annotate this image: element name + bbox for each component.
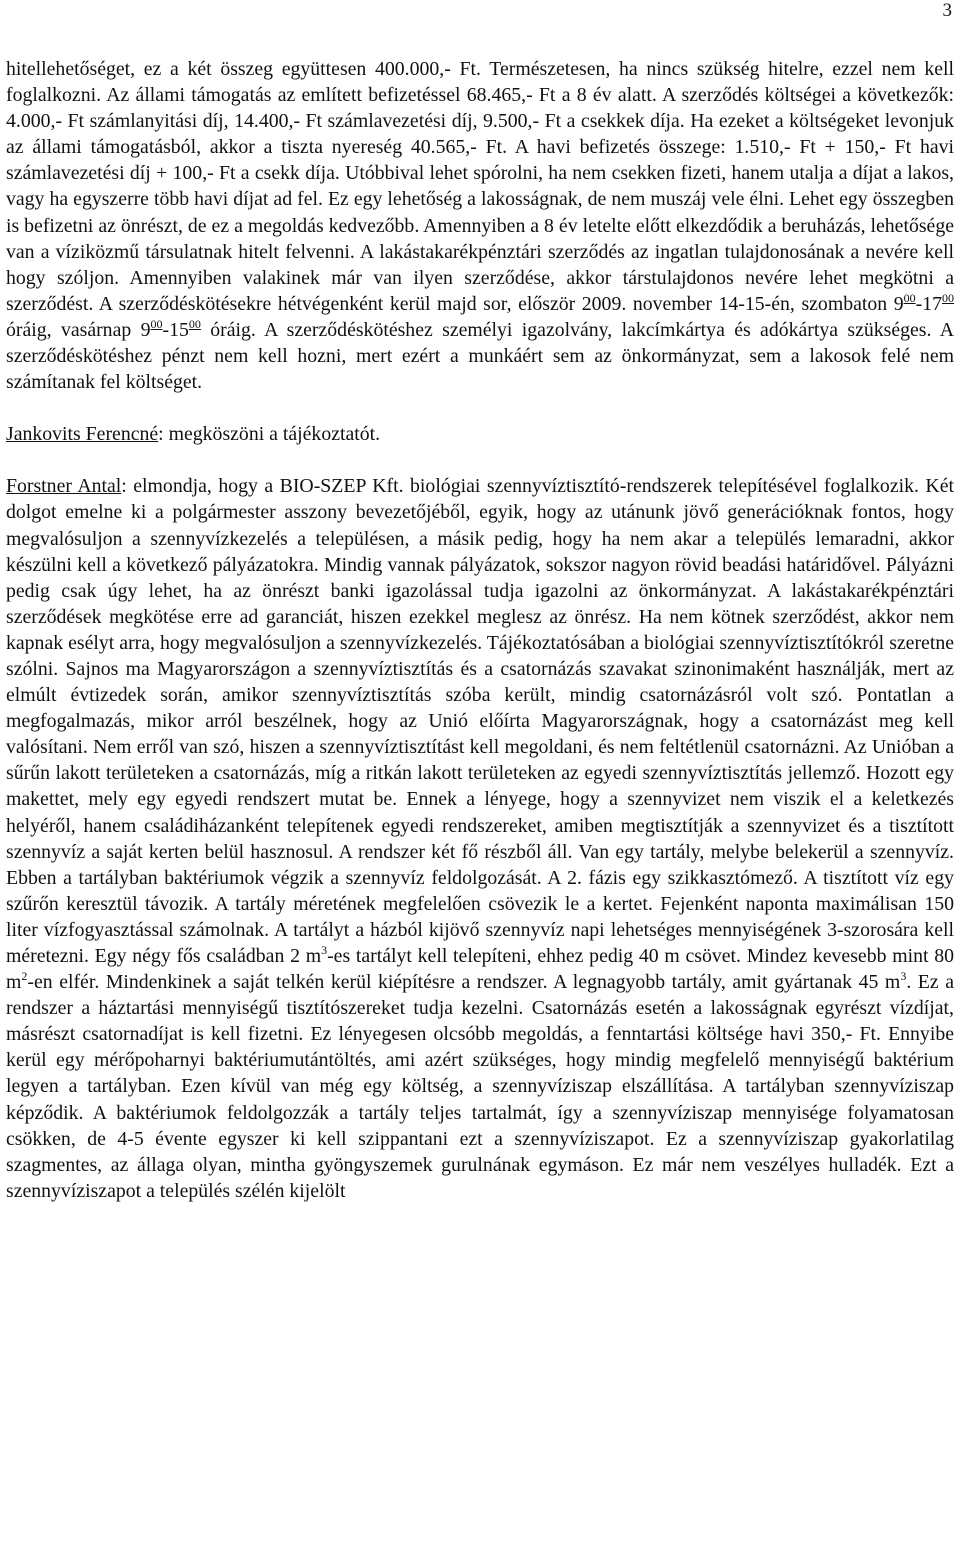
superscript-minutes: 00 xyxy=(903,290,916,305)
paragraph-text: -15 xyxy=(162,318,189,341)
superscript-unit: 3 xyxy=(321,943,328,957)
paragraph-text: óráig. A szerződéskötéshez személyi igazolvány, lakcímkártya és adókártya szükséges. A szerződéskötéshez pénzt nem kell hozni, mert ezért a munkáért sem az önkormányzat, sem a lakosok felé nem számítanak fel költséget. xyxy=(6,318,955,394)
superscript-minutes: 00 xyxy=(150,316,163,331)
superscript-unit: 2 xyxy=(21,969,28,984)
superscript-minutes: 00 xyxy=(942,290,954,305)
paragraph-text: hitellehetőséget, ez a két összeg együttesen 400.000,- Ft. Természetesen, ha nincs szükség hitelre, ezzel nem kell foglalkozni. Az állami támogatás az említett befizetéssel 68.465,- Ft a 8 év alatt. A szerződés költségei a következők: 4.000,- Ft számlanyitási díj, 14.400,- Ft számlavezetési díj, 9.500,- Ft a csekkek díja. Ha ezeket a költségeket levonjuk az állami támogatásból, akkor a tiszta nyereség 40.565,- Ft. A havi befizetés összege: 1.510,- Ft + 150,- Ft havi számlavezetési díj + 100,- Ft a csekk díja. Utóbbival lehet spórolni, ha nem csekken fizeti, hanem utalja a díjat a lakos, vagy ha egyszerre több havi díjat ad fel. Ez egy lehetőség a lakosságnak, de nem muszáj vele élni. Lehet egy összegben is befizetni az önrészt, de ez a megoldás kedvezőbb. Amennyiben a 8 év letelte előtt elkezdődik a beruházás, lehetősége van a víziközmű társulatnak hitelt felvenni. A lakástakarékpénztári szerződés az ingatlan tulajdonosának a nevére kell hogy szóljon. Amennyiben valakinek már van ilyen szerződése, akkor társtulajdonos nevére lehet megkötni a szerződést. A szerződéskötésekre hétvégenként kerül majd sor, először 2009. november 14-15-én, szombaton 9 xyxy=(6,58,954,315)
page-number: 3 xyxy=(942,0,952,21)
paragraph-text: : elmondja, hogy a BIO-SZEP Kft. biológiai szennyvíztisztító-rendszerek telepítésével foglalkozik. Két dolgot emelne ki a polgármester asszony bevezetőjéből, egyik, hogy az utánunk jövő generációknak fontos, hogy megvalósuljon a szennyvízkezelés a településen, a másik pedig, hogy ha nem akar a település lemaradni, akkor készülni kell a következő pályázatokra. Mindig vannak pályázatok, sokszor nagyon rövid beadási határidővel. Pályázni pedig csak úgy lehet, ha az önrészt banki igazolással tudja igazolni az önkormányzat. A lakástakarékpénztári szerződések megkötése erre ad garanciát, hiszen ezekkel meglesz az önrész. Ha nem kötnek szerződést, akkor nem kapnak esélyt arra, hogy megvalósuljon a szennyvízkezelés. Tájékoztatósában a biológiai szennyvíztisztítókról szeretne szólni. Sajnos ma Magyarországon a szennyvíztisztítás és a csatornázás szavakat szinonimaként használják, mert az elmúlt évtizedek során, amikor szennyvíztisztítás szóba került, mindig csatornázásról volt szó. Pontatlan a megfogalmazás, mikor arról beszélnek, hogy az Unió előírta Magyarországnak, hogy a csatornázást meg kell valósítani. Nem erről van szó, hiszen a szennyvíztisztítást kell megoldani, és nem feltétlenül csatornázni. Az Unióban a sűrűn lakott területeken a csatornázás, míg a ritkán lakott területeken az egyedi szennyvíztisztítás jellemző. Hozott egy makettet, mely egy egyedi rendszert mutat be. Ennek a lényege, hogy a szennyvizet nem viszik el a keletkezés helyéről, hanem családiházanként telepítenek egyedi rendszereket, amiben megtisztítják a szennyvizet és a tisztított szennyvíz a saját kerten belül hasznosul. A rendszer két fő részből áll. Van egy tartály, melybe belekerül a szennyvíz. Ebben a tartályban baktériumok végzik a szennyvíz feldolgozását. A 2. fázis egy szikkasztómező. A tisztított víz egy szűrőn keresztül távozik. A tartály méretének megfelelően csövezik le a kertet. Fejenként naponta maximálisan 150 liter vízfogyasztással számolnak. A tartályt a házból kijövő szennyvíz napi lehetséges mennyiségének 3-szorosára kell méretezni. Egy négy fős családban 2 m xyxy=(6,475,954,967)
paragraph-text: -en elfér. Mindenkinek a saját telkén kerül kiépítésre a rendszer. A legnagyobb tartály, amit gyártanak 45 m xyxy=(27,971,901,994)
paragraph-text: -es tartályt kell telepíteni, ehhez pedig 40 m csövet. Mindez kevesebb mint 80 m xyxy=(6,945,954,994)
speaker-name: Jankovits Ferencné xyxy=(6,423,159,446)
superscript-unit: 3 xyxy=(900,969,907,984)
document-body xyxy=(6,56,954,1204)
paragraph-text: óráig, vasárnap 9 xyxy=(6,318,151,341)
paragraph-savings-contract xyxy=(6,56,954,395)
paragraph-text: -17 xyxy=(915,292,942,315)
paragraph-text: : megköszöni a tájékoztatót. xyxy=(158,423,381,446)
speaker-name: Forstner Antal xyxy=(6,475,122,498)
paragraph-jankovits xyxy=(6,421,954,447)
superscript-minutes: 00 xyxy=(188,316,201,331)
paragraph-spacer xyxy=(6,447,954,473)
paragraph-forstner xyxy=(6,473,954,1204)
paragraph-text: . Ez a rendszer a háztartási mennyiségű tisztítószereket tudja kezelni. Csatornázás esetén a lakosságnak egyrészt vízdíjat, másrészt csatornadíjat is kell fizetni. Ez lényegesen olcsóbb megoldás, a fenntartási költsége havi 350,- Ft. Ennyibe kerül egy mérőpoharnyi baktériumutántöltés, ami azért szükséges, hogy mindig megfelelő mennyiségű baktérium legyen a tartályban. Ezen kívül van még egy költség, a szennyvíziszap elszállítása. A tartályban szennyvíziszap képződik. A baktériumok feldolgozzák a tartály teljes tartalmát, így a szennyvíziszap mennyisége folyamatosan csökken, de 4-5 évente egyszer ki kell szippantani ezt a szennyvíziszapot. Ez a szennyvíziszap gyakorlatilag szagmentes, az állaga olyan, mintha gyöngyszemek gurulnának egymáson. Ez már nem veszélyes hulladék. Ezt a szennyvíziszapot a település szélén kijelölt xyxy=(6,971,954,1202)
paragraph-spacer xyxy=(6,395,954,421)
